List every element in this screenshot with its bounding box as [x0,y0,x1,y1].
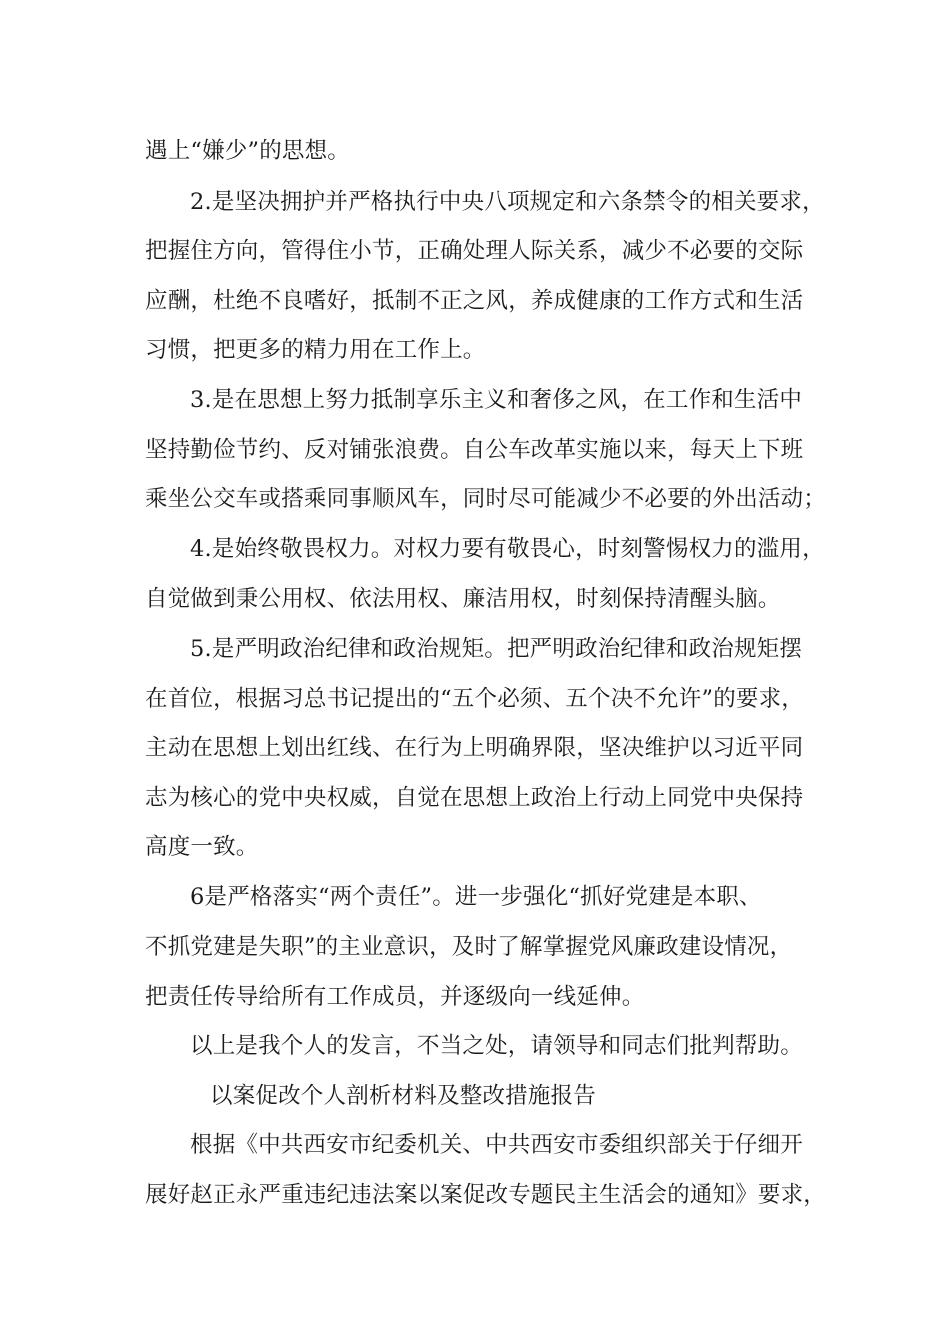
text-line: 高度一致。 [145,834,259,860]
text-line: 乘坐公交车或搭乘同事顺风车，同时尽可能减少不必要的外出活动； [145,486,827,512]
text-line: 4.是始终敬畏权力。对权力要有敬畏心，时刻警惕权力的滥用， [190,536,825,562]
section-title: 以案促改个人剖析材料及整改措施报告 [210,1083,596,1109]
text-line: 主动在思想上划出红线、在行为上明确界限，坚决维护以习近平同 [145,735,804,761]
text-line: 遇上“嫌少”的思想。 [145,138,351,164]
text-line: 6是严格落实“两个责任”。进一步强化“抓好党建是本职、 [190,884,762,910]
text-line: 5.是严明政治纪律和政治规矩。把严明政治纪律和政治规矩摆 [190,636,803,662]
text-line: 习惯，把更多的精力用在工作上。 [145,337,486,363]
text-line: 在首位，根据习总书记提出的“五个必须、五个决不允许”的要求， [145,686,805,712]
text-line: 把责任传导给所有工作成员，并逐级向一线延伸。 [145,984,645,1010]
text-line: 坚持勤俭节约、反对铺张浪费。自公车改革实施以来，每天上下班 [145,437,804,463]
text-line: 自觉做到秉公用权、依法用权、廉洁用权，时刻保持清醒头脑。 [145,586,781,612]
text-line: 根据《中共西安市纪委机关、中共西安市委组织部关于仔细开 [190,1132,803,1158]
text-line: 展好赵正永严重违纪违法案以案促改专题民主生活会的通知》要求， [145,1182,827,1208]
text-line: 不抓党建是失职”的主业意识，及时了解掌握党风廉政建设情况， [145,934,793,960]
text-line: 以上是我个人的发言，不当之处，请领导和同志们批判帮助。 [190,1033,803,1059]
text-line: 把握住方向，管得住小节，正确处理人际关系，减少不必要的交际 [145,238,804,264]
text-line: 应酬，杜绝不良嗜好，抵制不正之风，养成健康的工作方式和生活 [145,288,804,314]
text-line: 3.是在思想上努力抵制享乐主义和奢侈之风，在工作和生活中 [190,387,803,413]
text-line: 2.是坚决拥护并严格执行中央八项规定和六条禁令的相关要求， [190,189,825,215]
text-line: 志为核心的党中央权威，自觉在思想上政治上行动上同党中央保持 [145,785,804,811]
